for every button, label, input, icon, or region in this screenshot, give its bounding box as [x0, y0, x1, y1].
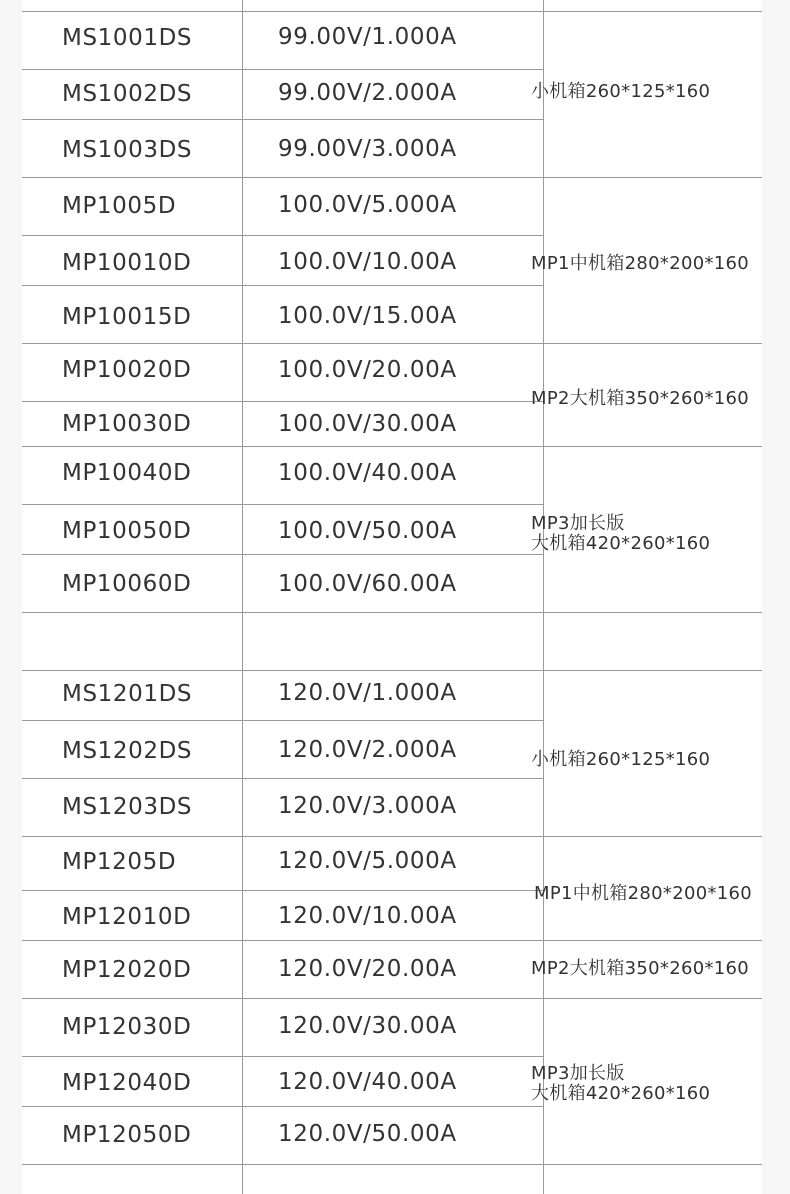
spec-cell: 100.0V/15.00A: [278, 303, 457, 329]
table-row-divider: [22, 836, 762, 837]
model-cell: MP12040D: [62, 1070, 192, 1096]
spec-cell: 99.00V/1.000A: [278, 24, 457, 50]
model-cell: MP12050D: [62, 1122, 192, 1148]
spec-cell: 120.0V/20.00A: [278, 956, 457, 982]
spec-cell: 100.0V/20.00A: [278, 357, 457, 383]
table-row-divider: [22, 612, 762, 613]
spec-cell: 99.00V/3.000A: [278, 136, 457, 162]
spec-cell: 100.0V/60.00A: [278, 571, 457, 597]
model-cell: MP10060D: [62, 571, 192, 597]
spec-cell: 100.0V/10.00A: [278, 249, 457, 275]
spec-cell: 120.0V/50.00A: [278, 1121, 457, 1147]
box-size-cell: 大机箱420*260*160: [531, 533, 711, 554]
spec-cell: 100.0V/40.00A: [278, 460, 457, 486]
spec-cell: 100.0V/50.00A: [278, 518, 457, 544]
table-row-divider: [22, 235, 543, 236]
table-row-divider: [22, 401, 543, 402]
model-cell: MS1202DS: [62, 738, 193, 764]
model-cell: MP10020D: [62, 357, 192, 383]
model-cell: MS1002DS: [62, 81, 193, 107]
table-row-divider: [22, 177, 762, 178]
spec-cell: 99.00V/2.000A: [278, 80, 457, 106]
table-row-divider: [22, 720, 543, 721]
model-cell: MP12030D: [62, 1014, 192, 1040]
model-cell: MP10015D: [62, 304, 192, 330]
spec-cell: 120.0V/2.000A: [278, 737, 457, 763]
table-row-divider: [22, 504, 543, 505]
spec-cell: 100.0V/30.00A: [278, 411, 457, 437]
model-cell: MP10050D: [62, 518, 192, 544]
spec-cell: 120.0V/10.00A: [278, 903, 457, 929]
box-size-cell: MP2大机箱350*260*160: [531, 958, 750, 979]
column-divider: [543, 0, 544, 1194]
model-cell: MS1203DS: [62, 794, 193, 820]
table-row-divider: [543, 940, 762, 941]
model-cell: MS1201DS: [62, 681, 193, 707]
spec-cell: 120.0V/40.00A: [278, 1069, 457, 1095]
table-row-divider: [22, 119, 543, 120]
model-cell: MP10010D: [62, 250, 192, 276]
table-row-divider: [22, 1164, 762, 1165]
model-cell: MS1001DS: [62, 25, 193, 51]
model-cell: MS1003DS: [62, 137, 193, 163]
table-row-divider: [22, 998, 762, 999]
model-cell: MP10030D: [62, 411, 192, 437]
model-cell: MP1005D: [62, 193, 177, 219]
spec-cell: 120.0V/1.000A: [278, 680, 457, 706]
spec-cell: 120.0V/5.000A: [278, 848, 457, 874]
box-size-cell: MP2大机箱350*260*160: [531, 388, 750, 409]
model-cell: MP10040D: [62, 460, 192, 486]
table-row-divider: [22, 1056, 543, 1057]
table-row-divider: [22, 343, 762, 344]
table-row-divider: [22, 1106, 543, 1107]
table-row-divider: [22, 890, 543, 891]
table-row-divider: [22, 778, 543, 779]
box-size-cell: MP3加长版: [531, 513, 625, 534]
model-cell: MP1205D: [62, 849, 177, 875]
spec-cell: 120.0V/3.000A: [278, 793, 457, 819]
table-row-divider: [22, 285, 543, 286]
model-cell: MP12010D: [62, 904, 192, 930]
table-row-divider: [22, 69, 543, 70]
table-row-divider: [22, 670, 762, 671]
table-row-divider: [22, 11, 762, 12]
box-size-cell: MP1中机箱280*200*160: [534, 883, 753, 904]
spec-cell: 120.0V/30.00A: [278, 1013, 457, 1039]
table-row-divider: [22, 446, 762, 447]
box-size-cell: MP3加长版: [531, 1063, 625, 1084]
column-divider: [242, 0, 243, 1194]
box-size-cell: MP1中机箱280*200*160: [531, 253, 750, 274]
box-size-cell: 小机箱260*125*160: [531, 81, 711, 102]
box-size-cell: 小机箱260*125*160: [531, 749, 711, 770]
table-row-divider: [22, 940, 543, 941]
table-row-divider: [22, 554, 543, 555]
model-cell: MP12020D: [62, 957, 192, 983]
box-size-cell: 大机箱420*260*160: [531, 1083, 711, 1104]
spec-cell: 100.0V/5.000A: [278, 192, 457, 218]
